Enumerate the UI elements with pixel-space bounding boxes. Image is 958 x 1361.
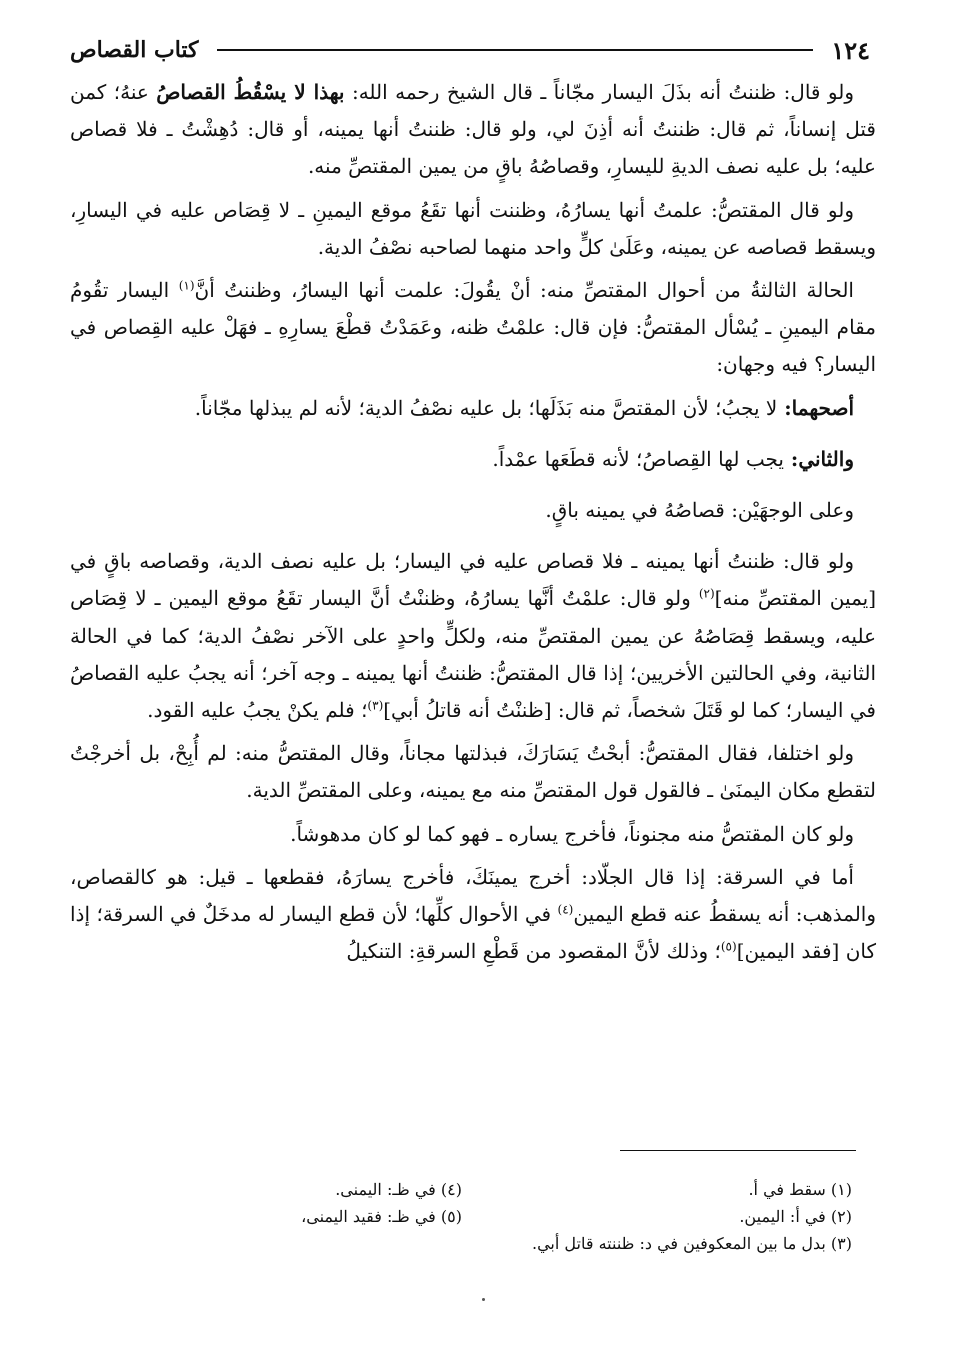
paragraph-p3 bbox=[70, 272, 876, 384]
footnote-ref: (٥) bbox=[720, 939, 737, 954]
paragraph-p4 bbox=[70, 390, 876, 427]
paragraph-p9 bbox=[70, 816, 876, 853]
paragraph-p6 bbox=[70, 492, 876, 529]
text-segment: ولو قال: علمْتُ أنَّها يسارُهُ، وظننْتُ أنَّ اليسار تقَعُ موقع اليمين ـ لا قِصَاص عليه، ويسقط قِصَاصُهُ عن يمين المقتصِّ منه، ولكلٍّ واحدٍ على الآخر نصْفُ الدية؛ كما في الحالة الثانية، وفي الحالتين الأخريين؛ إذا قال المقتصُّ: ظننتُ أنها يمينه ـ وجه آخر؛ أنه يجبُ عليه القصاصُ في اليسار؛ كما لو قَتَلَ شخصاً، ثم قال: [ظننْتُ أنه قاتلُ أبي] bbox=[70, 586, 876, 723]
bold-term: أصحهما: bbox=[777, 395, 854, 420]
text-segment: الحالة الثالثةُ من أحوال المقتصِّ منه: أنْ يقُولَ: علمت أنها اليسارُ، وظننتُ أنَّ bbox=[194, 278, 854, 303]
bold-term: والثاني: bbox=[783, 446, 854, 471]
paragraph-p1 bbox=[70, 74, 876, 186]
bold-term: بهذا لا يسْقُطُ القصاصُ bbox=[156, 80, 345, 104]
footnotes-column-right bbox=[492, 1176, 852, 1257]
scan-speck bbox=[482, 1298, 485, 1301]
header-rule bbox=[217, 49, 814, 51]
paragraph-p8 bbox=[70, 735, 876, 809]
footnote-4: (٤) في ظـ: اليمنى. bbox=[335, 1180, 462, 1199]
footnote-ref: (٢) bbox=[698, 586, 715, 601]
footnote-separator bbox=[620, 1150, 856, 1151]
page-header bbox=[70, 32, 870, 68]
paragraph-p10 bbox=[70, 859, 876, 971]
text-segment: عنهُ؛ كمن قتل إنساناً، ثم قال: ظننتُ أنه أذِنَ لي، ولو قال: ظننتُ أنها يمينه، أو قال: دُهِشْتُ ـ فلا قصاص عليه؛ بل عليه نصف الديةِ لليسارِ، وقصاصُهُ باقٍ من يمين المقتصِّ منه. bbox=[70, 80, 876, 179]
main-text bbox=[70, 74, 876, 976]
page-number: ١٢٤ bbox=[831, 35, 870, 65]
text-segment: ولو اختلفا، فقال المقتصُّ: أبحْتُ يَسَارَكَ، فبذلتها مجاناً، وقال المقتصُّ منه: لم أُبِحْ، بل أخرجْتُ لتقطع مكان اليمنَىٰ ـ فالقول قول المقتصِّ منه مع يمينه، وعلى المقتصِّ الدية. bbox=[70, 741, 876, 803]
footnote-5: (٥) في ظـ: فقيد اليمنى، bbox=[301, 1207, 462, 1226]
text-segment: وعلى الوجهَيْن: قصاصُهُ في يمينه باقٍ. bbox=[545, 498, 854, 523]
text-segment: ولو قال: ظننتُ أنها يمينه ـ فلا قصاص عليه في اليسار؛ بل عليه نصف الدية، وقصاصه باقٍ في [يمين المقتصِّ منه] bbox=[70, 549, 876, 611]
footnote-1: (١) سقط في أ. bbox=[748, 1180, 852, 1199]
footnote-ref: (٣) bbox=[367, 698, 384, 713]
text-segment: لا يجبُ؛ لأن المقتصَّ منه بَذَلَها؛ بل عليه نصْفُ الدية؛ لأنه لم يبذلها مجّاناً. bbox=[194, 395, 778, 420]
footnote-3: (٣) بدل ما بين المعكوفين في د: ظننته قاتل أبي. bbox=[532, 1234, 852, 1253]
footnote-ref: (٤) bbox=[557, 902, 574, 917]
text-segment: ولو قال المقتصُّ: علمتُ أنها يسارُهُ، وظننت أنها تقَعُ موقع اليمينِ ـ لا قِصَاص عليه في اليسارِ، ويسقط قصاصه عن يمينه، وعَلَىٰ كلٍّ واحد منهما لصاحبه نصْفُ الدية. bbox=[70, 197, 876, 259]
text-segment: اليسار تقُومُ مقام اليمينِ ـ يُسْأل المقتصُّ: فإن قال: علمْتُ ظنه، وعَمَدْتُ قطْعَ يسارِهِ ـ فهَلْ عليه القِصاص في اليسار؟ فيه وجهان: bbox=[70, 278, 876, 377]
text-segment: ؛ وذلك لأنَّ المقصود من قَطْعِ السرقةِ: التنكيلُ bbox=[346, 939, 721, 964]
text-segment: في الأحوال كلِّها؛ لأن قطع اليسار له مدخَلٌ في السرقة؛ إذا كان [فقد اليمين] bbox=[70, 902, 876, 964]
text-segment: أما في السرقة: إذا قال الجلّاد: أخرج يمينَكَ، فأخرج يسارَهُ، فقطعها ـ قيل: هو كالقصاص، والمذهب: أنه يسقطُ عنه قطع اليمين bbox=[70, 864, 876, 927]
footnotes-column-left bbox=[182, 1176, 462, 1230]
footnote-2: (٢) في أ: اليمين. bbox=[739, 1207, 852, 1226]
footnote-ref: (١) bbox=[178, 278, 195, 293]
text-segment: ؛ فلم يكنْ يجبُ عليه القود. bbox=[147, 698, 368, 723]
paragraph-p2 bbox=[70, 192, 876, 266]
paragraph-p5 bbox=[70, 441, 876, 478]
text-segment: ولو كان المقتصُّ منه مجنوناً، فأخرج يساره ـ فهو كما لو كان مدهوشاً. bbox=[290, 821, 854, 846]
paragraph-p7 bbox=[70, 543, 876, 729]
text-segment: ولو قال: ظننتُ أنه بذَلَ اليسار مجّاناً ـ قال الشيخ رحمه الله: bbox=[344, 80, 855, 104]
book-title: كتاب القصاص bbox=[70, 37, 199, 63]
text-segment: يجب لها القِصاصُ؛ لأنه قطَعَها عمْداً. bbox=[492, 446, 784, 471]
